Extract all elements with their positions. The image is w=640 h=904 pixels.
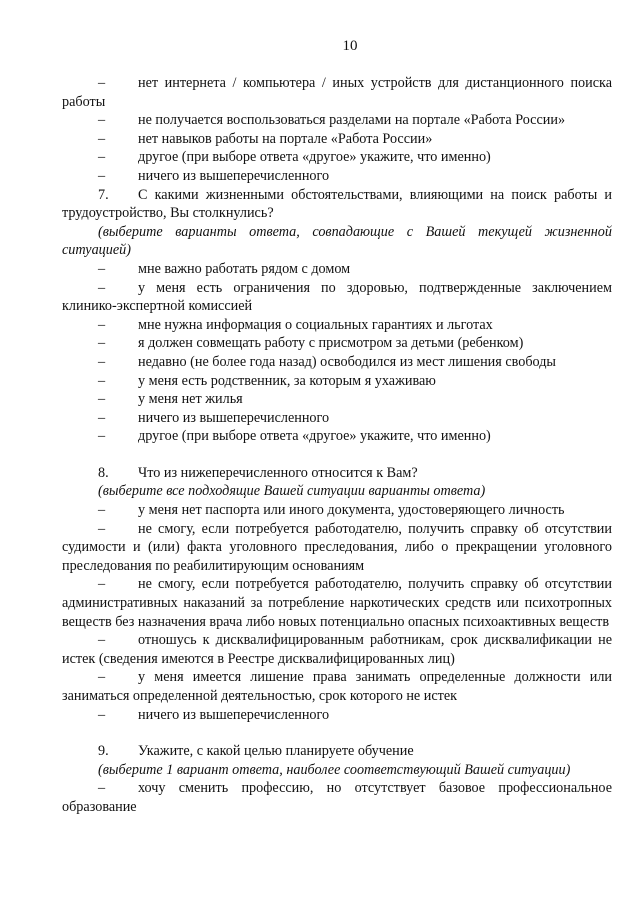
answer-option-text: ничего из вышеперечисленного — [138, 706, 330, 723]
answer-option-text: у меня есть ограничения по здоровью, подтвержденные заключением клинико-экспертной комиссией — [62, 279, 612, 315]
question-7-hint: (выберите варианты ответа, совпадающие с Вашей текущей жизненной ситуацией) — [62, 223, 612, 259]
question-7 — [62, 186, 612, 446]
answer-option — [62, 260, 612, 279]
answer-option — [62, 520, 612, 576]
answer-option — [62, 372, 612, 391]
question-9-options — [62, 779, 612, 816]
dash-marker: – — [98, 372, 106, 389]
question-7-options — [62, 260, 612, 446]
dash-marker: – — [98, 669, 106, 686]
dash-marker: – — [98, 75, 106, 91]
dash-marker: – — [98, 353, 106, 370]
question-number: 7. — [98, 186, 109, 203]
answer-option — [62, 706, 612, 725]
answer-option — [62, 409, 612, 428]
spacer — [62, 446, 612, 464]
dash-marker: – — [98, 632, 106, 649]
dash-marker: – — [98, 520, 106, 537]
answer-option — [62, 668, 612, 705]
question-7-title — [62, 186, 612, 223]
question-number: 9. — [98, 743, 109, 760]
answer-option-text: у меня имеется лишение права занимать определенные должности или заниматься определенной деятельностью, срок которого не истек — [62, 669, 612, 704]
page-number: 10 — [342, 38, 358, 54]
dash-marker: – — [98, 502, 106, 519]
question-8-hint: (выберите все подходящие Вашей ситуации варианты ответа) — [98, 483, 486, 500]
question-8-title — [62, 464, 612, 483]
question-8-options — [62, 501, 612, 724]
dash-marker: – — [98, 112, 106, 129]
question-number: 8. — [98, 464, 109, 481]
answer-option-text: мне важно работать рядом с домом — [138, 260, 351, 277]
answer-option-text: у меня нет жилья — [138, 391, 243, 408]
answer-option — [62, 427, 612, 446]
dash-marker: – — [98, 428, 106, 445]
answer-option-text: хочу сменить профессию, но отсутствует базовое профессиональное образование — [62, 780, 612, 815]
answer-option-text: нет навыков работы на портале «Работа России» — [138, 130, 433, 147]
dash-marker: – — [98, 576, 106, 593]
dash-marker: – — [98, 279, 106, 296]
answer-option-text: мне нужна информация о социальных гарантиях и льготах — [138, 316, 493, 333]
answer-option-text: отношусь к дисквалифицированным работникам, срок дисквалификации не истек (сведения имеются в Реестре дисквалифицированных лиц) — [62, 632, 612, 667]
spacer — [62, 724, 612, 742]
answer-option — [62, 334, 612, 353]
answer-option-text: ничего из вышеперечисленного — [138, 409, 330, 426]
dash-marker: – — [98, 149, 106, 166]
dash-marker: – — [98, 780, 106, 797]
answer-option-text: не смогу, если потребуется работодателю, получить справку об отсутствии административных наказаний за потребление наркотических средств или психотропных веществ без назначения врача либо новых потенциально опасных психоактивных веществ — [62, 576, 612, 630]
answer-option-text: ничего из вышеперечисленного — [138, 167, 330, 184]
dash-marker: – — [98, 409, 106, 426]
answer-option — [62, 575, 612, 631]
answer-option — [62, 279, 612, 316]
dash-marker: – — [98, 130, 106, 147]
dash-marker: – — [98, 167, 106, 184]
question-8 — [62, 464, 612, 724]
dash-marker: – — [98, 391, 106, 408]
answer-option-text: другое (при выборе ответа «другое» укажите, что именно) — [138, 428, 491, 445]
answer-option — [62, 390, 612, 409]
answer-option — [62, 631, 612, 668]
dash-marker: – — [98, 335, 106, 352]
answer-option-text: у меня нет паспорта или иного документа, удостоверяющего личность — [138, 502, 565, 519]
answer-option-text: не смогу, если потребуется работодателю, получить справку об отсутствии судимости и (или) факта уголовного преследования, либо о прекращении уголовного преследования по реабилитирующим основаниям — [62, 520, 612, 574]
answer-option-text: нет интернета / компьютера / иных устройств для дистанционного поиска работы — [62, 75, 612, 110]
question-9 — [62, 742, 612, 816]
answer-option — [62, 316, 612, 335]
answer-option-text: у меня есть родственник, за которым я ухаживаю — [138, 372, 436, 389]
dash-marker: – — [98, 316, 106, 333]
answer-list-continued — [62, 74, 612, 186]
question-9-title — [62, 742, 612, 761]
answer-option — [62, 501, 612, 520]
dash-marker: – — [98, 706, 106, 723]
answer-option — [62, 148, 612, 167]
answer-option — [62, 74, 612, 111]
answer-option-text: не получается воспользоваться разделами на портале «Работа России» — [138, 112, 566, 129]
question-text: Что из нижеперечисленного относится к Вам? — [138, 464, 418, 481]
answer-option — [62, 353, 612, 372]
answer-option-text: недавно (не более года назад) освободился из мест лишения свободы — [138, 353, 556, 370]
answer-option — [62, 167, 612, 186]
answer-option-text: другое (при выборе ответа «другое» укажите, что именно) — [138, 149, 491, 166]
answer-option-text: я должен совмещать работу с присмотром за детьми (ребенком) — [138, 335, 524, 352]
question-9-hint: (выберите 1 вариант ответа, наиболее соответствующий Вашей ситуации) — [98, 761, 571, 778]
answer-option — [62, 130, 612, 149]
question-text: Укажите, с какой целью планируете обучение — [138, 743, 414, 760]
answer-option — [62, 111, 612, 130]
page-content — [62, 74, 612, 817]
dash-marker: – — [98, 260, 106, 277]
question-text: С какими жизненными обстоятельствами, влияющими на поиск работы и трудоустройство, Вы столкнулись? — [62, 186, 612, 222]
answer-option — [62, 779, 612, 816]
